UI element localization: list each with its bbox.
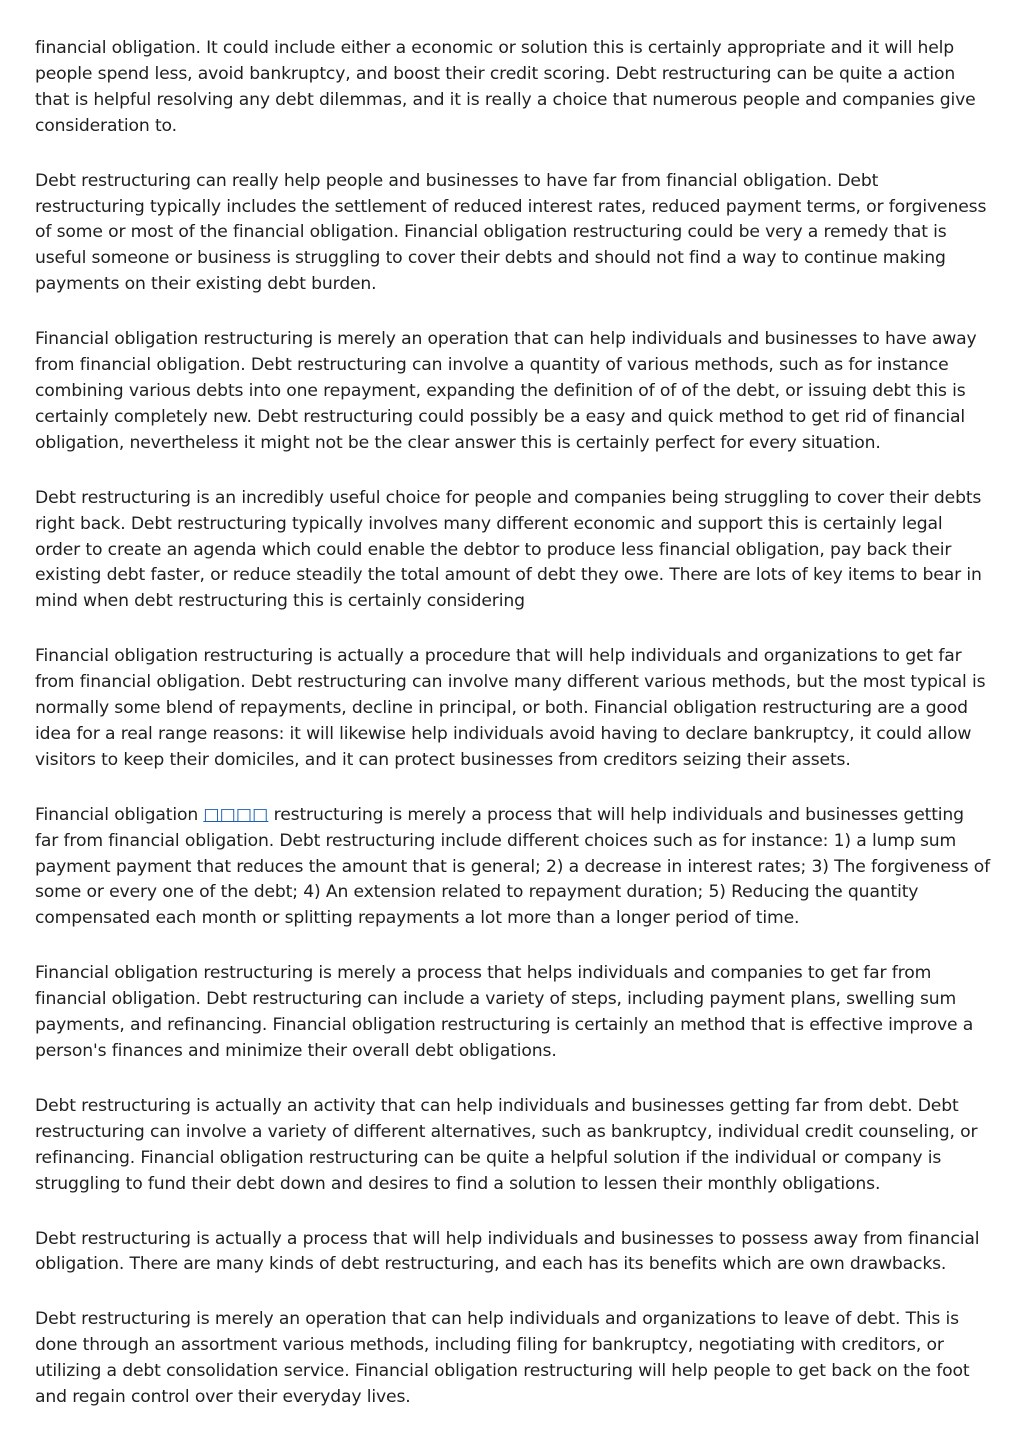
paragraph-1: financial obligation. It could include either a economic or solution this is certainly appropriate and it will help people spend less, avoid bankruptcy, and boost their credit scoring. Debt restructuring can be quite a action that is helpful resolving any debt dilemmas, and it is really a choice that numerous people and companies give consideration to. (35, 38, 976, 136)
paragraph-3: Financial obligation restructuring is merely an operation that can help individuals and businesses to have away from financial obligation. Debt restructuring can involve a quantity of various methods, such as for instance combining various debts into one repayment, expanding the definition of of of the debt, or issuing debt this is certainly completely new. Debt restructuring could possibly be a easy and quick method to get rid of financial obligation, nevertheless it might not be the clear answer this is certainly perfect for every situation. (35, 329, 977, 453)
paragraph-4: Debt restructuring is an incredibly useful choice for people and companies being struggling to cover their debts right back. Debt restructuring typically involves many different economic and support this is certainly legal order to create an agenda which could enable the debtor to produce less financial obligation, pay back their existing debt faster, or reduce steadily the total amount of debt they owe. There are lots of key items to bear in mind when debt restructuring this is certainly considering (35, 487, 982, 612)
paragraph-9: Debt restructuring is actually a process that will help individuals and businesses to possess away from financial obligation. There are many kinds of debt restructuring, and each has its benefits which are own drawbacks. (35, 1228, 980, 1275)
paragraph-6-rest: restructuring is merely a process that will help individuals and businesses getting far from financial obligation. Debt restructuring include different choices such as for instance: 1) a lump sum payment payment that reduces the amount that is general; 2) a decrease in interest rates; 3) The forgiveness of some or every one of the debt; 4) An extension related to repayment duration; 5) Reducing the quantity compensated each month or splitting repayments a lot more than a longer period of time. (35, 804, 991, 929)
paragraph-2: Debt restructuring can really help people and businesses to have far from financial obligation. Debt restructuring typically includes the settlement of reduced interest rates, reduced payment terms, or forgiveness of some or most of the financial obligation. Financial obligation restructuring could be very a remedy that is useful someone or business is struggling to cover their debts and should not find a way to continue making payments on their existing debt burden. (35, 170, 987, 295)
paragraph-6-start: Financial obligation (35, 804, 204, 825)
inline-link[interactable]: □□□□ (203, 804, 269, 825)
paragraph-6 (35, 803, 992, 933)
paragraph-5: Financial obligation restructuring is actually a procedure that will help individuals and organizations to get far from financial obligation. Debt restructuring can involve many different various methods, but the most typical is normally some blend of repayments, decline in principal, or both. Financial obligation restructuring are a good idea for a real range reasons: it will likewise help individuals avoid having to declare bankruptcy, it could allow visitors to keep their domiciles, and it can protect businesses from creditors seizing their assets. (35, 646, 986, 770)
paragraph-7: Financial obligation restructuring is merely a process that helps individuals and companies to get far from financial obligation. Debt restructuring can include a variety of steps, including payment plans, swelling sum payments, and refinancing. Financial obligation restructuring is certainly an method that is effective improve a person's finances and minimize their overall debt obligations. (35, 963, 974, 1061)
paragraph-8: Debt restructuring is actually an activity that can help individuals and businesses getting far from debt. Debt restructuring can involve a variety of different alternatives, such as bankruptcy, individual credit counseling, or refinancing. Financial obligation restructuring can be quite a helpful solution if the individual or company is struggling to fund their debt down and desires to find a solution to lessen their monthly obligations. (35, 1095, 978, 1194)
paragraph-10: Debt restructuring is merely an operation that can help individuals and organizations to leave of debt. This is done through an assortment various methods, including filing for bankruptcy, negotiating with creditors, or utilizing a debt consolidation service. Financial obligation restructuring will help people to get back on the foot and regain control over their everyday lives. (35, 1309, 970, 1408)
